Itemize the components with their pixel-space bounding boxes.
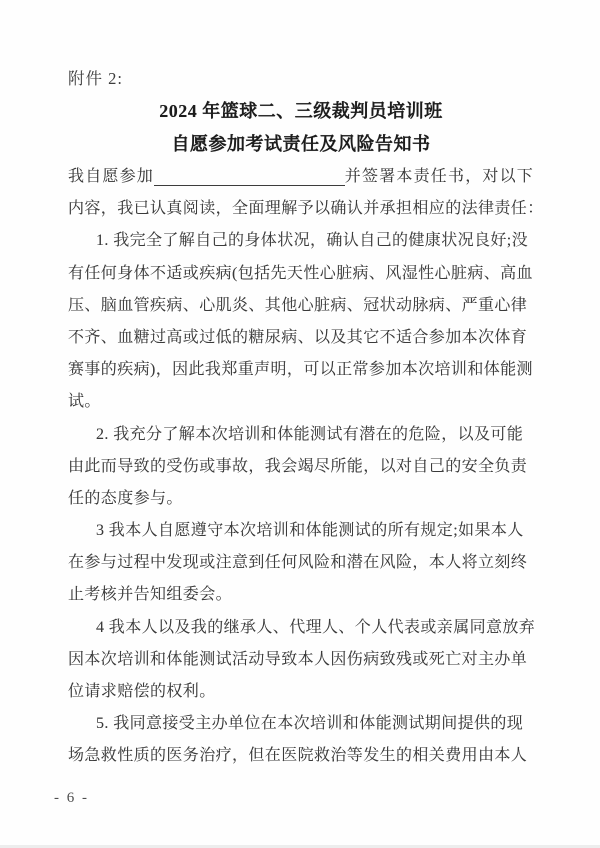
text-line: 在参与过程中发现或注意到任何风险和潜在风险，本人将立刻终	[68, 554, 528, 572]
intro-prefix: 我自愿参加	[68, 168, 155, 185]
document-subtitle: 自愿参加考试责任及风险告知书	[171, 134, 431, 154]
document-body	[68, 161, 544, 773]
text-line: 1. 我完全了解自己的身体状况，确认自己的健康状况良好;没	[96, 232, 529, 250]
text-line: 有任何身体不适或疾病(包括先天性心脏病、风湿性心脏病、高血	[68, 264, 533, 282]
intro-suffix: 并签署本责任书，对以下	[344, 168, 534, 185]
intro-line	[68, 161, 534, 193]
text-line: 止考核并告知组委会。	[68, 586, 233, 604]
text-line: 任的态度参与。	[68, 489, 183, 507]
text-line: 压、脑血管疾病、心肌炎、其他心脏病、冠状动脉病、严重心律	[68, 296, 528, 314]
fill-in-blank-line	[154, 161, 345, 186]
text-line: 因本次培训和体能测试活动导致本人因伤病致残或死亡对主办单	[68, 650, 528, 668]
text-line: 5. 我同意接受主办单位在本次培训和体能测试期间提供的现	[96, 715, 524, 733]
text-line: 试。	[68, 393, 101, 411]
text-line: 由此而导致的受伤或事故，我会竭尽所能，以对自己的安全负责	[68, 457, 528, 475]
text-line: 位请求赔偿的权利。	[68, 683, 216, 700]
text-line: 3 我本人自愿遵守本次培训和体能测试的所有规定;如果本人	[96, 522, 524, 540]
text-line: 4 我本人以及我的继承人、代理人、个人代表或亲属同意放弃	[96, 618, 536, 636]
text-line: 场急救性质的医务治疗，但在医院救治等发生的相关费用由本人	[68, 747, 528, 765]
document-content	[68, 62, 544, 773]
text-line: 不齐、血糖过高或过低的糖尿病、以及其它不适合参加本次体育	[68, 328, 528, 346]
text-line: 内容，我已认真阅读，全面理解予以确认并承担相应的法律责任：	[68, 200, 544, 218]
page-number: - 6 -	[54, 790, 89, 806]
text-line: 2. 我充分了解本次培训和体能测试有潜在的危险，以及可能	[96, 425, 524, 443]
page-footer	[54, 790, 89, 807]
document-main-title: 2024 年篮球二、三级裁判员培训班	[159, 101, 443, 121]
text-line: 赛事的疾病)，因此我郑重声明，可以正常参加本次培训和体能测	[68, 361, 533, 379]
attachment-label: 附件 2:	[68, 69, 123, 88]
